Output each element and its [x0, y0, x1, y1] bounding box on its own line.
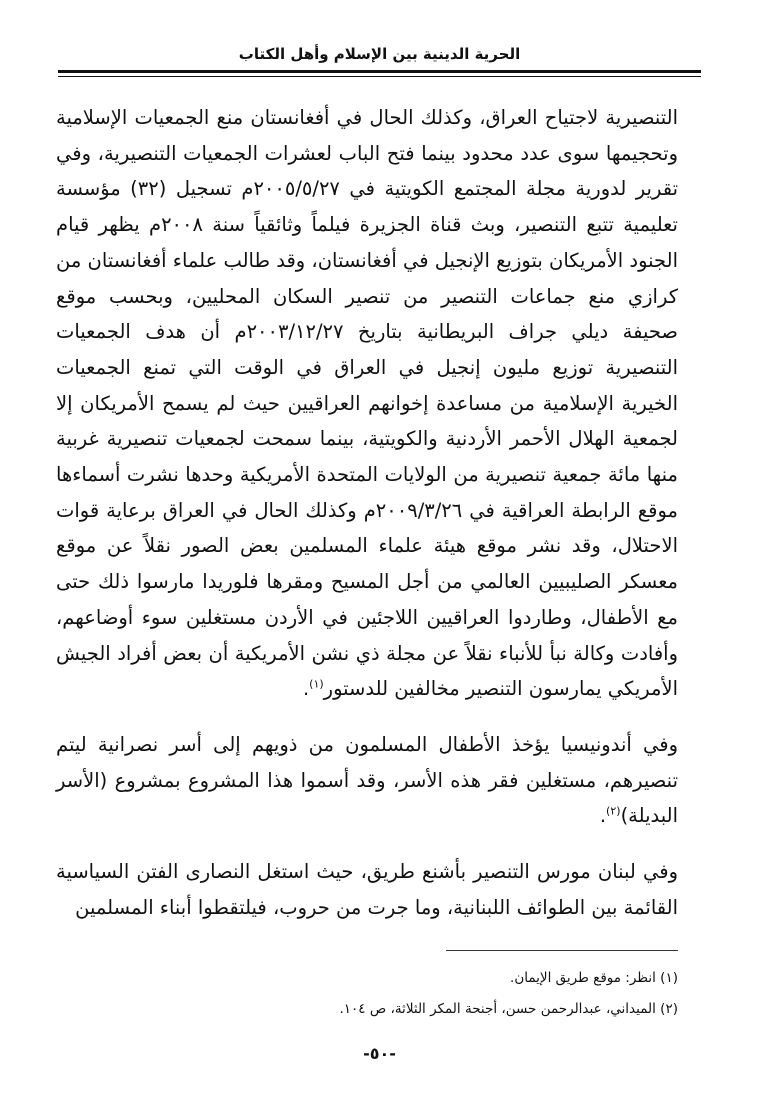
header-rule-thin [58, 76, 701, 77]
footnotes [56, 963, 678, 1025]
header-rule-thick [58, 70, 701, 73]
paragraph-2-text: وفي أندونيسيا يؤخذ الأطفال المسلمون من ذويهم إلى أسر نصرانية ليتم تنصيرهم، مستغلين فقر هذه الأسر، وقد أسموا هذا المشروع بمشروع (الأسر البديلة) [56, 732, 678, 828]
running-header-title: الحرية الدينية بين الإسلام وأهل الكتاب [238, 45, 521, 63]
paragraph-1-end: . [302, 677, 310, 701]
footnote-separator [446, 950, 678, 951]
paragraph-2-end: . [599, 804, 607, 828]
footnote-ref-1: (١) [309, 677, 324, 691]
paragraph-3-text: وفي لبنان مورس التنصير بأشنع طريق، حيث استغل النصارى الفتن السياسية القائمة بين الطوائف اللبنانية، وما جرت من حروب، فيلتقطوا أبناء المسلمين [56, 860, 678, 919]
footnote-2: (٢) الميداني، عبدالرحمن حسن، أجنحة المكر الثلاثة، ص ١٠٤. [339, 1001, 678, 1017]
footnote-ref-2: (٢) [606, 804, 621, 818]
body-text [56, 100, 678, 925]
paragraph-1-text: التنصيرية لاجتياح العراق، وكذلك الحال في أفغانستان منع الجمعيات الإسلامية وتحجيمها سوى عدد محدود بينما فتح الباب لعشرات الجمعيات التنصيرية، وفي تقرير لدورية مجلة المجتمع الكويتية في ٢٠٠٥/٥/٢٧م تسجيل (٣٢) مؤسسة تعليمية تتبع التنصير، وبث قناة الجزيرة فيلماً وثائقياً سنة ٢٠٠٨م يظهر قيام الجنود الأمريكان بتوزيع الإنجيل في أفغانستان، وقد طالب علماء أفغانستان من كرازي منع جماعات التنصير من تنصير السكان المحليين، وبحسب موقع صحيفة ديلي جراف البريطانية بتاريخ ٢٠٠٣/١٢/٢٧م أن هدف الجمعيات التنصيرية توزيع مليون إنجيل في العراق في الوقت التي تمنع الجمعيات الخيرية الإسلامية من مساعدة إخوانهم العراقيين حيث لم يسمح الأمريكان إلا لجمعية الهلال الأحمر الأردنية والكويتية، بينما سمحت لجمعيات تنصيرية غربية منها مائة جمعية تنصيرية من الولايات المتحدة الأمريكية وحدها نشرت أسماءها موقع الرابطة العراقية في ٢٠٠٩/٣/٢٦م وكذلك الحال في العراق برعاية قوات الاحتلال، وقد نشر موقع هيئة علماء المسلمين بعض الصور نقلاً عن موقع معسكر الصليبيين العالمي من أجل المسيح ومقرها فلوريدا مارسوا ذلك حتى مع الأطفال، وطاردوا العراقيين اللاجئين في الأردن مستغلين سوء أوضاعهم، وأفادت وكالة نبأ للأنباء نقلاً عن مجلة ذي نشن الأمريكية أن بعض أفراد الجيش الأمريكي يمارسون التنصير مخالفين للدستور [56, 106, 679, 701]
page-number: -٥٠- [363, 1044, 396, 1063]
paragraph-1 [56, 100, 678, 707]
paragraph-3 [56, 854, 678, 925]
footnote-1: (١) انظر: موقع طريق الإيمان. [510, 970, 678, 986]
paragraph-2 [56, 727, 678, 834]
